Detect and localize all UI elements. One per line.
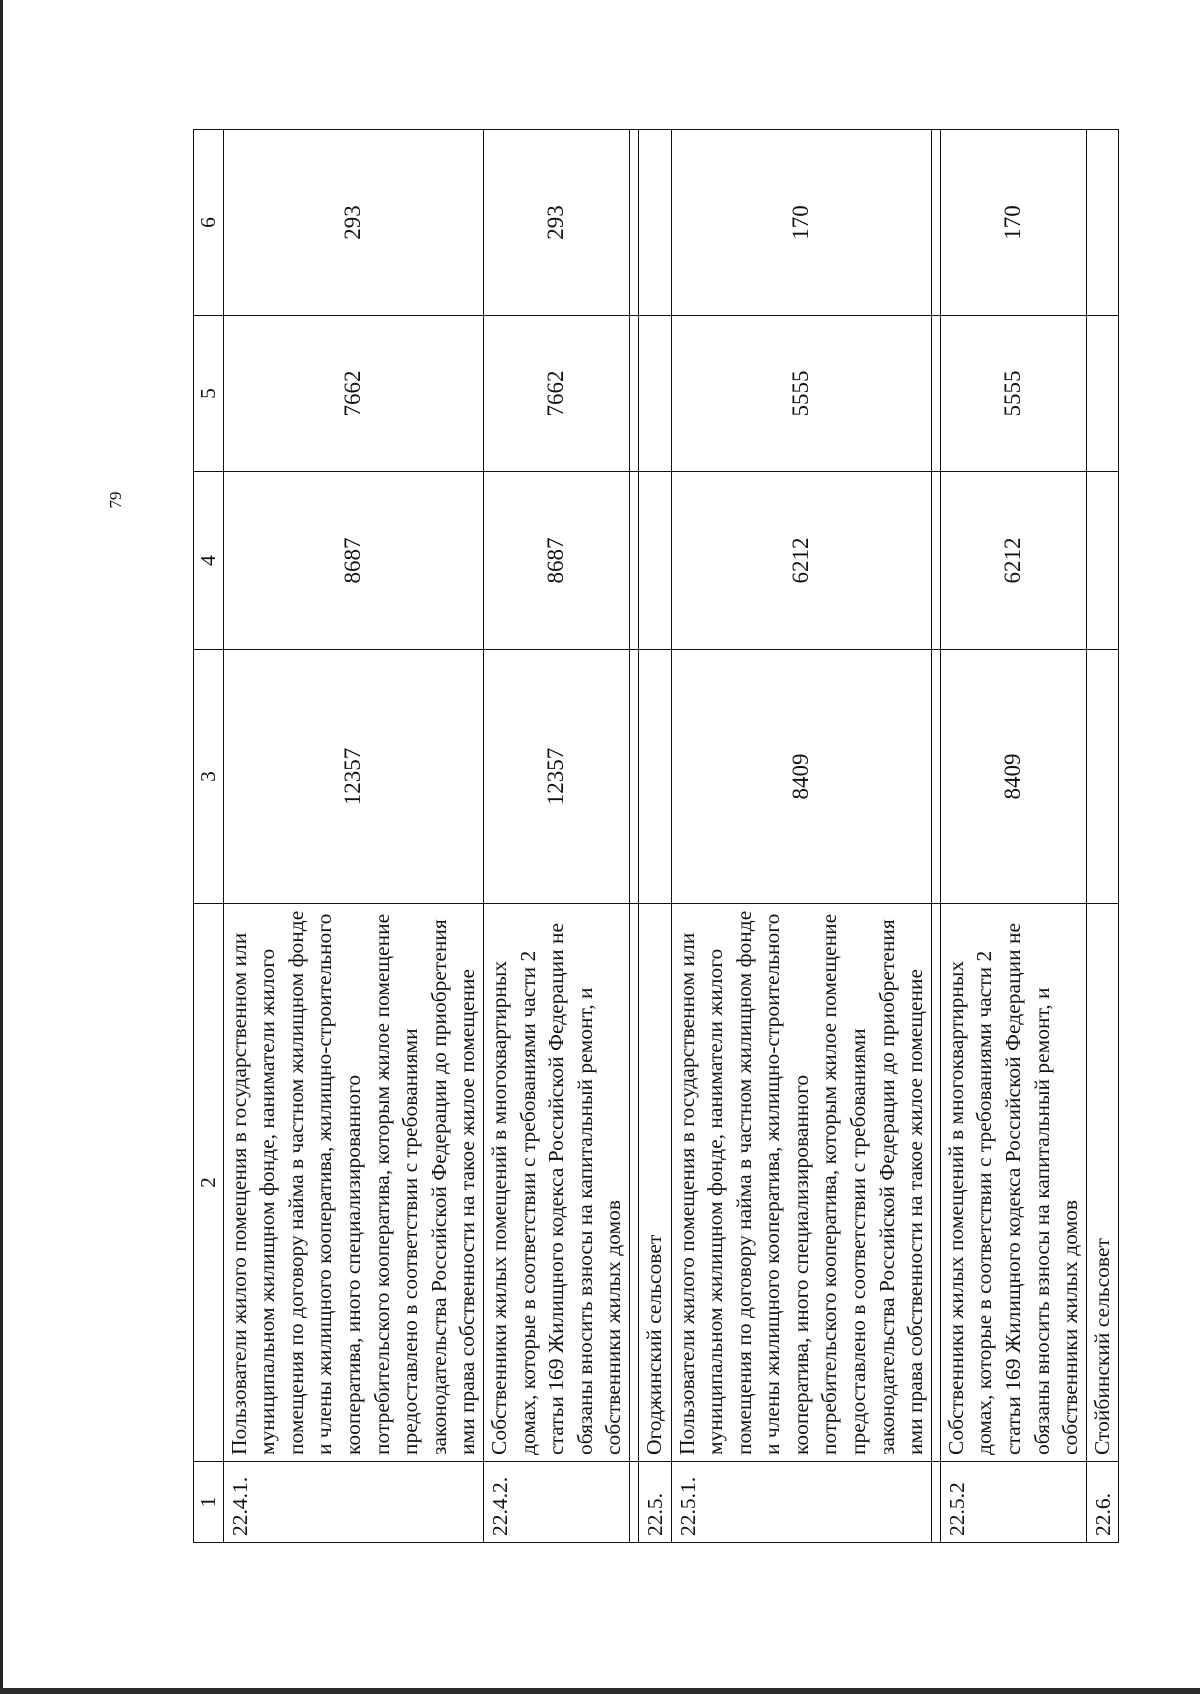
- header-col-4: 4: [194, 472, 224, 650]
- row-description: Собственники жилых помещений в многоквартирных домах, которые в соответствии с требованиями части 2 статьи 169 Жилищного кодекса Российской Федерации не обязаны вносить взносы на капитальный ремонт, и собственники жилых домов: [940, 904, 1086, 1462]
- row-col5-value: 7662: [223, 316, 483, 472]
- spacer-row: [931, 130, 940, 1543]
- scan-bottom-edge: [0, 1688, 1200, 1694]
- header-col-6: 6: [194, 130, 224, 316]
- table-row: [483, 130, 629, 1543]
- table-row: [223, 130, 483, 1543]
- scan-edge: [0, 0, 3, 1694]
- section-row: [1086, 130, 1119, 1543]
- row-code: 22.5.2: [940, 1462, 1086, 1543]
- row-col5-value: 7662: [483, 316, 629, 472]
- row-col6-value: 293: [223, 130, 483, 316]
- row-col6-value: 170: [671, 130, 931, 316]
- header-col-1: 1: [194, 1462, 224, 1543]
- table-row: [671, 130, 931, 1543]
- row-description: Собственники жилых помещений в многоквартирных домах, которые в соответствии с требованиями части 2 статьи 169 Жилищного кодекса Российской Федерации не обязаны вносить взносы на капитальный ремонт, и собственники жилых домов: [483, 904, 629, 1462]
- section-code: 22.6.: [1086, 1462, 1119, 1543]
- section-code: 22.5.: [638, 1462, 671, 1543]
- tariff-table: [193, 129, 1119, 1543]
- row-col3-value: 8409: [671, 650, 931, 904]
- rotated-table-wrapper: [193, 130, 1115, 1543]
- section-title: Стойбинский сельсовет: [1086, 904, 1119, 1462]
- row-col4-value: 6212: [671, 472, 931, 650]
- row-col5-value: 5555: [940, 316, 1086, 472]
- row-code: 22.5.1.: [671, 1462, 931, 1543]
- header-col-5: 5: [194, 316, 224, 472]
- section-title: Огоджинский сельсовет: [638, 904, 671, 1462]
- row-col4-value: 6212: [940, 472, 1086, 650]
- row-col6-value: 170: [940, 130, 1086, 316]
- row-col5-value: 5555: [671, 316, 931, 472]
- row-col4-value: 8687: [223, 472, 483, 650]
- row-code: 22.4.1.: [223, 1462, 483, 1543]
- row-description: Пользователи жилого помещения в государственном или муниципальном жилищном фонде, наниматели жилого помещения по договору найма в частном жилищном фонде и члены жилищного кооператива, жилищно-строительного кооператива, иного специализированного потребительского кооператива, которым жилое помещение предоставлено в соответствии с требованиями законодательства Российской Федерации до приобретения ими права собственности на такое жилое помещение: [671, 904, 931, 1462]
- header-row: [194, 130, 224, 1543]
- row-col3-value: 8409: [940, 650, 1086, 904]
- header-col-3: 3: [194, 650, 224, 904]
- table-row: [940, 130, 1086, 1543]
- row-description: Пользователи жилого помещения в государственном или муниципальном жилищном фонде, наниматели жилого помещения по договору найма в частном жилищном фонде и члены жилищного кооператива, жилищно-строительного кооператива, иного специализированного потребительского кооператива, которым жилое помещение предоставлено в соответствии с требованиями законодательства Российской Федерации до приобретения ими права собственности на такое жилое помещение: [223, 904, 483, 1462]
- section-row: [638, 130, 671, 1543]
- row-col3-value: 12357: [223, 650, 483, 904]
- page-number: 79: [106, 491, 125, 509]
- row-col3-value: 12357: [483, 650, 629, 904]
- row-col6-value: 293: [483, 130, 629, 316]
- row-code: 22.4.2.: [483, 1462, 629, 1543]
- spacer-row: [629, 130, 638, 1543]
- header-col-2: 2: [194, 904, 224, 1462]
- row-col4-value: 8687: [483, 472, 629, 650]
